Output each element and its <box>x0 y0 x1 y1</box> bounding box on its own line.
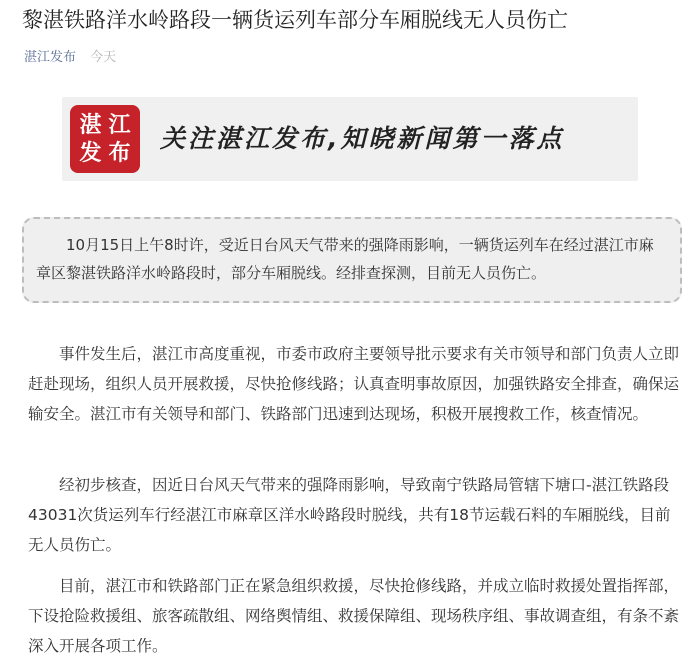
logo-char: 布 <box>108 140 131 166</box>
paragraph-text: 经初步核查，因近日台风天气带来的强降雨影响，导致南宁铁路局管辖下塘口-湛江铁路段43031次货运列车行经湛江市麻章区洋水岭路段时脱线，共有18节运载石料的车厢脱线，目前无人员伤亡。 <box>28 476 671 554</box>
paragraph-text: 目前，湛江市和铁路部门正在紧急组织救援，尽快抢修线路，并成立临时救援处置指挥部，下设抢险救援组、旅客疏散组、网络舆情组、救援保障组、现场秩序组、事故调查组，有条不紊深入开展各项工作。 <box>28 577 680 655</box>
summary-text: 10月15日上午8时许，受近日台风天气带来的强降雨影响，一辆货运列车在经过湛江市麻章区黎湛铁路洋水岭路段时，部分车厢脱线。经排查探测，目前无人员伤亡。 <box>36 236 654 282</box>
paragraph-1 <box>28 339 680 429</box>
logo-char: 江 <box>108 112 131 138</box>
banner-slogan: 关注湛江发布,知晓新闻第一落点 <box>160 124 565 153</box>
logo-char: 湛 <box>79 112 102 138</box>
paragraph-2 <box>28 470 680 560</box>
summary-box <box>22 217 682 303</box>
article-title: 黎湛铁路洋水岭路段一辆货运列车部分车厢脱线无人员伤亡 <box>22 8 568 32</box>
follow-banner <box>62 97 638 181</box>
publish-date: 今天 <box>90 50 117 65</box>
paragraph-text: 事件发生后，湛江市高度重视，市委市政府主要领导批示要求有关市领导和部门负责人立即赶赴现场，组织人员开展救援，尽快抢修线路；认真查明事故原因，加强铁路安全排查，确保运输安全。湛江市有关领导和部门、铁路部门迅速到达现场，积极开展搜救工作，核查情况。 <box>28 345 680 423</box>
paragraph-3 <box>28 571 680 658</box>
logo-char: 发 <box>79 140 102 166</box>
brand-logo <box>70 105 140 173</box>
article-meta <box>24 48 116 68</box>
source-link[interactable]: 湛江发布 <box>24 50 77 65</box>
